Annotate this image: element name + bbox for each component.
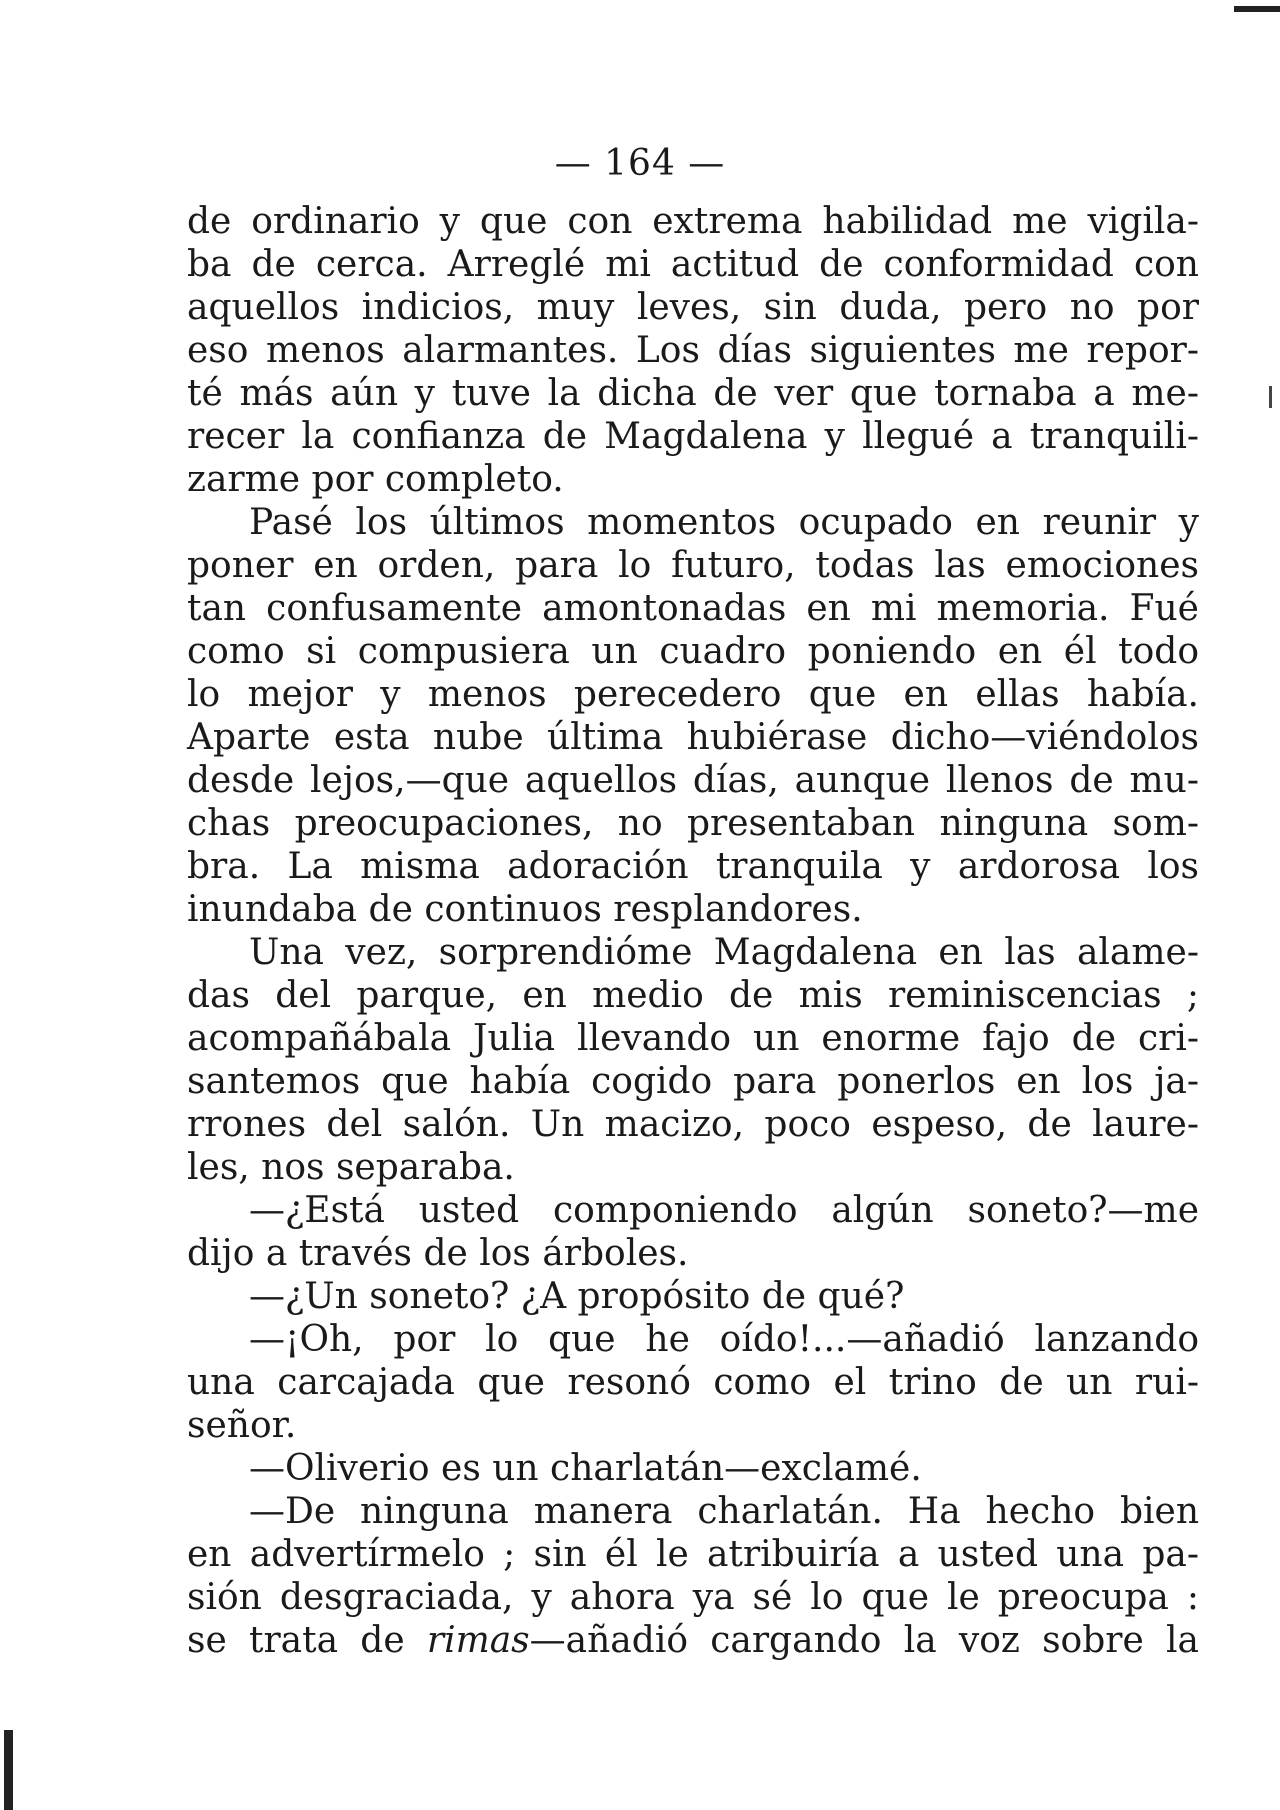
text-line: Aparte esta nube última hubiérase dicho—viéndolos — [187, 717, 1199, 758]
text-line: bra. La misma adoración tranquila y ardorosa los — [187, 846, 1199, 887]
text-line: zarme por completo. — [187, 459, 564, 500]
text-line: de ordinario y que con extrema habilidad me vigila- — [187, 201, 1199, 242]
text-line: das del parque, en medio de mis reminiscencias ; — [187, 975, 1199, 1016]
text-line: acompañábala Julia llevando un enorme fajo de cri- — [187, 1018, 1199, 1059]
text-line: —¿Está usted componiendo algún soneto?—me — [249, 1190, 1199, 1231]
text-line: recer la confianza de Magdalena y llegué a tranquili- — [187, 416, 1199, 457]
text-line: té más aún y tuve la dicha de ver que tornaba a me- — [187, 373, 1199, 414]
text-line: les, nos separaba. — [187, 1147, 515, 1188]
text-line: una carcajada que resonó como el trino de un rui- — [187, 1362, 1199, 1403]
body-text — [187, 200, 1199, 1662]
text-line: poner en orden, para lo futuro, todas las emociones — [187, 545, 1199, 586]
text-line: desde lejos,—que aquellos días, aunque llenos de mu- — [187, 760, 1199, 801]
text-line: sión desgraciada, y ahora ya sé lo que le preocupa : — [187, 1577, 1199, 1618]
text-line: —Oliverio es un charlatán—exclamé. — [249, 1448, 922, 1489]
text-line: inundaba de continuos resplandores. — [187, 889, 863, 930]
binding-shadow-mark — [4, 1730, 13, 1810]
text-line: —De ninguna manera charlatán. Ha hecho bien — [249, 1491, 1199, 1532]
text-line: eso menos alarmantes. Los días siguientes me repor- — [187, 330, 1199, 371]
page-number: — 164 — — [554, 143, 726, 184]
text-line: Una vez, sorprendióme Magdalena en las alame- — [249, 932, 1199, 973]
text-line: dijo a través de los árboles. — [187, 1233, 689, 1274]
text-line: —¿Un soneto? ¿A propósito de qué? — [249, 1276, 905, 1317]
text-line: lo mejor y menos perecedero que en ellas había. — [187, 674, 1199, 715]
page-edge-mark — [1269, 386, 1272, 408]
text-line: ba de cerca. Arreglé mi actitud de conformidad con — [187, 244, 1199, 285]
text-line: aquellos indicios, muy leves, sin duda, pero no por — [187, 287, 1199, 328]
text-line: en advertírmelo ; sin él le atribuiría a usted una pa- — [187, 1534, 1199, 1575]
text-line: santemos que había cogido para ponerlos en los ja- — [187, 1061, 1199, 1102]
text-line: chas preocupaciones, no presentaban ninguna som- — [187, 803, 1199, 844]
text-line: —¡Oh, por lo que he oído!...—añadió lanzando — [249, 1319, 1199, 1360]
text-line: como si compusiera un cuadro poniendo en él todo — [187, 631, 1199, 672]
text-line: Pasé los últimos momentos ocupado en reunir y — [249, 502, 1199, 543]
text-line: señor. — [187, 1405, 297, 1446]
text-line: rrones del salón. Un macizo, poco espeso, de laure- — [187, 1104, 1199, 1145]
text-line: tan confusamente amontonadas en mi memoria. Fué — [187, 588, 1199, 629]
page-corner-mark — [1234, 6, 1280, 12]
italic-word: rimas — [426, 1620, 530, 1661]
text-line: se trata de rimas—añadió cargando la voz sobre la — [187, 1620, 1199, 1661]
